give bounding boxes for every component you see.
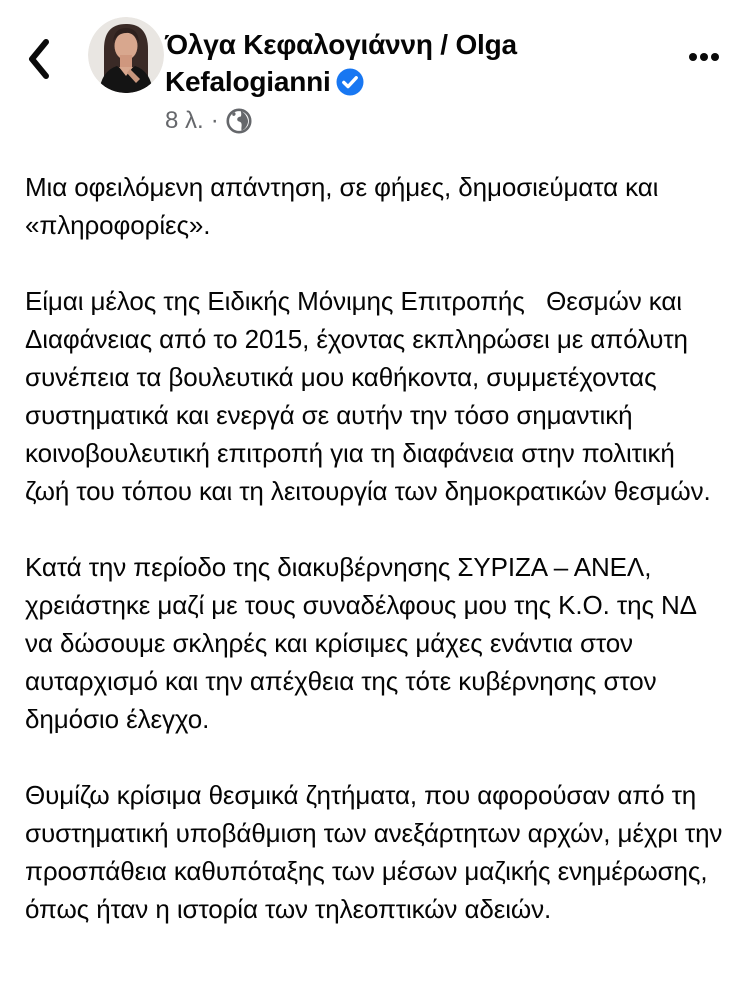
post-body: [0, 140, 750, 928]
profile-name[interactable]: [165, 26, 640, 100]
chevron-left-icon: [25, 38, 51, 80]
post-paragraph: Θυμίζω κρίσιμα θεσμικά ζητήματα, που αφορούσαν από τη συστηματική υποβάθμιση των ανεξάρτητων αρχών, μέχρι την προσπάθεια καθυπόταξης των μέσων μαζικής ενημέρωσης, όπως ήταν η ιστορία των τηλεοπτικών αδειών.: [25, 780, 730, 924]
avatar[interactable]: [88, 17, 164, 93]
post-meta: [165, 107, 640, 135]
profile-photo-avatar: [88, 17, 164, 93]
post-header: [0, 0, 750, 140]
post-paragraph: Είμαι μέλος της Ειδικής Μόνιμης Επιτροπής Θεσμών και Διαφάνειας από το 2015, έχοντας εκπληρώσει με απόλυτη συνέπεια τα βουλευτικά μου καθήκοντα, συμμετέχοντας συστηματικά και ενεργά σε αυτήν την τόσο σημαντική κοινοβουλευτική επιτροπή για τη διαφάνεια στην πολιτική ζωή του τόπου και τη λειτουργία των δημοκρατικών θεσμών.: [25, 286, 711, 506]
meta-separator: ·: [210, 107, 219, 134]
verified-check-icon: [336, 68, 364, 96]
profile-name-text: Όλγα Κεφαλογιάννη / Olga Kefalogianni: [165, 29, 517, 97]
post-paragraph: Μια οφειλόμενη απάντηση, σε φήμες, δημοσιεύματα και «πληροφορίες».: [25, 172, 666, 240]
back-button[interactable]: [16, 34, 60, 84]
post-paragraph: Κατά την περίοδο της διακυβέρνησης ΣΥΡΙΖΑ – ΑΝΕΛ, χρειάστηκε μαζί με τους συναδέλφους μου της Κ.Ο. της ΝΔ να δώσουμε σκληρές και κρίσιμες μάχες ενάντια στον αυταρχισμό και την απέχθεια της τότε κυβέρνησης στον δημόσιο έλεγχο.: [25, 552, 703, 734]
ellipsis-icon: [689, 53, 719, 61]
globe-public-icon: [226, 108, 252, 134]
identity-block: [165, 26, 640, 135]
more-options-button[interactable]: [682, 41, 726, 73]
timestamp: 8 λ.: [165, 107, 204, 134]
